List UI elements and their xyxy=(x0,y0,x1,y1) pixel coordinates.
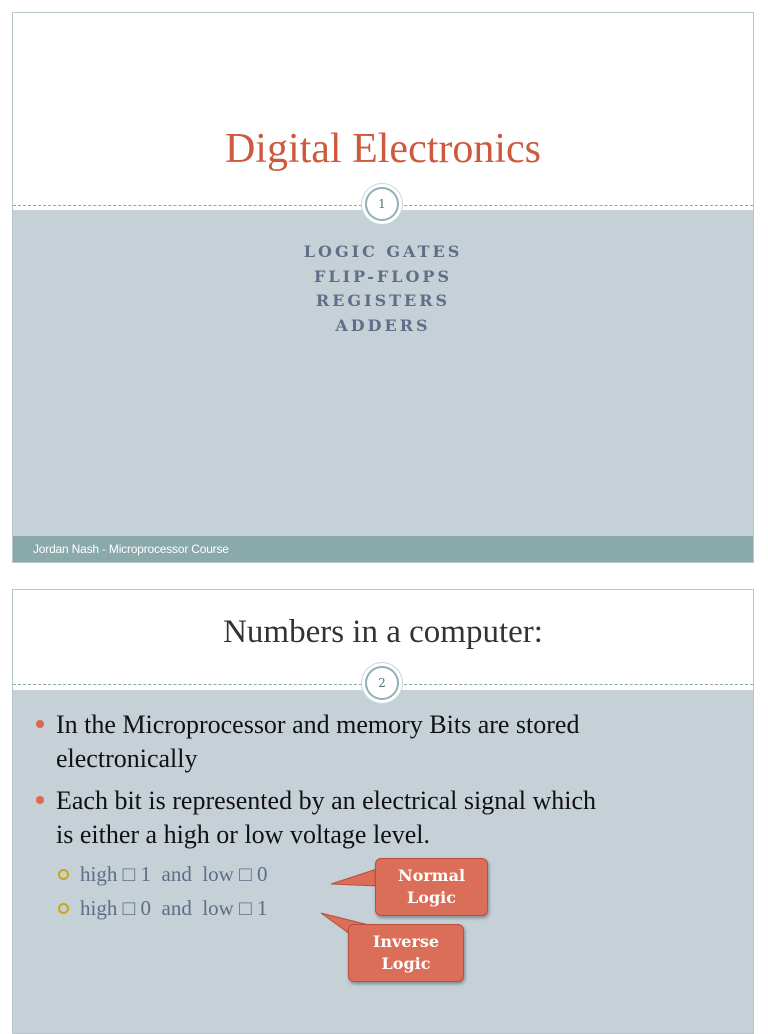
subtitle-item: FLIP-FLOPS xyxy=(313,266,453,286)
bullet-line: electronically xyxy=(56,744,198,773)
slide-footer: Jordan Nash - Microprocessor Course xyxy=(13,536,753,562)
callout-line: Normal xyxy=(397,866,466,885)
subtitle-item: LOGIC GATES xyxy=(303,242,463,261)
normal-logic-callout xyxy=(375,858,488,916)
slide-number-badge: 2 xyxy=(365,666,399,700)
bullet-line: In the Microprocessor and memory Bits are stored xyxy=(56,710,580,739)
subtitle-item: REGISTERS xyxy=(315,291,451,310)
bullet-line: Each bit is represented by an electrical signal which xyxy=(56,786,597,815)
slide-2-title: Numbers in a computer: xyxy=(223,614,543,650)
bullet-line: is either a high or low voltage level. xyxy=(56,820,431,849)
callout-line: Logic xyxy=(407,888,456,907)
slide-number-badge: 1 xyxy=(365,187,399,221)
slide-1 xyxy=(12,12,754,563)
subtitle-item: ADDERS xyxy=(335,315,431,335)
sub-bullet-text: high □ 0 and low □ 1 xyxy=(80,896,268,920)
sub-bullet-text: high □ 1 and low □ 0 xyxy=(80,862,268,886)
callout-line: Logic xyxy=(381,954,431,973)
subtitle-list xyxy=(13,240,753,338)
callout-line: Inverse xyxy=(372,932,440,951)
slide-1-title: Digital Electronics xyxy=(224,126,542,172)
normal-logic-pointer xyxy=(331,869,377,886)
inverse-logic-callout xyxy=(348,924,464,982)
slide-2 xyxy=(12,589,754,1034)
